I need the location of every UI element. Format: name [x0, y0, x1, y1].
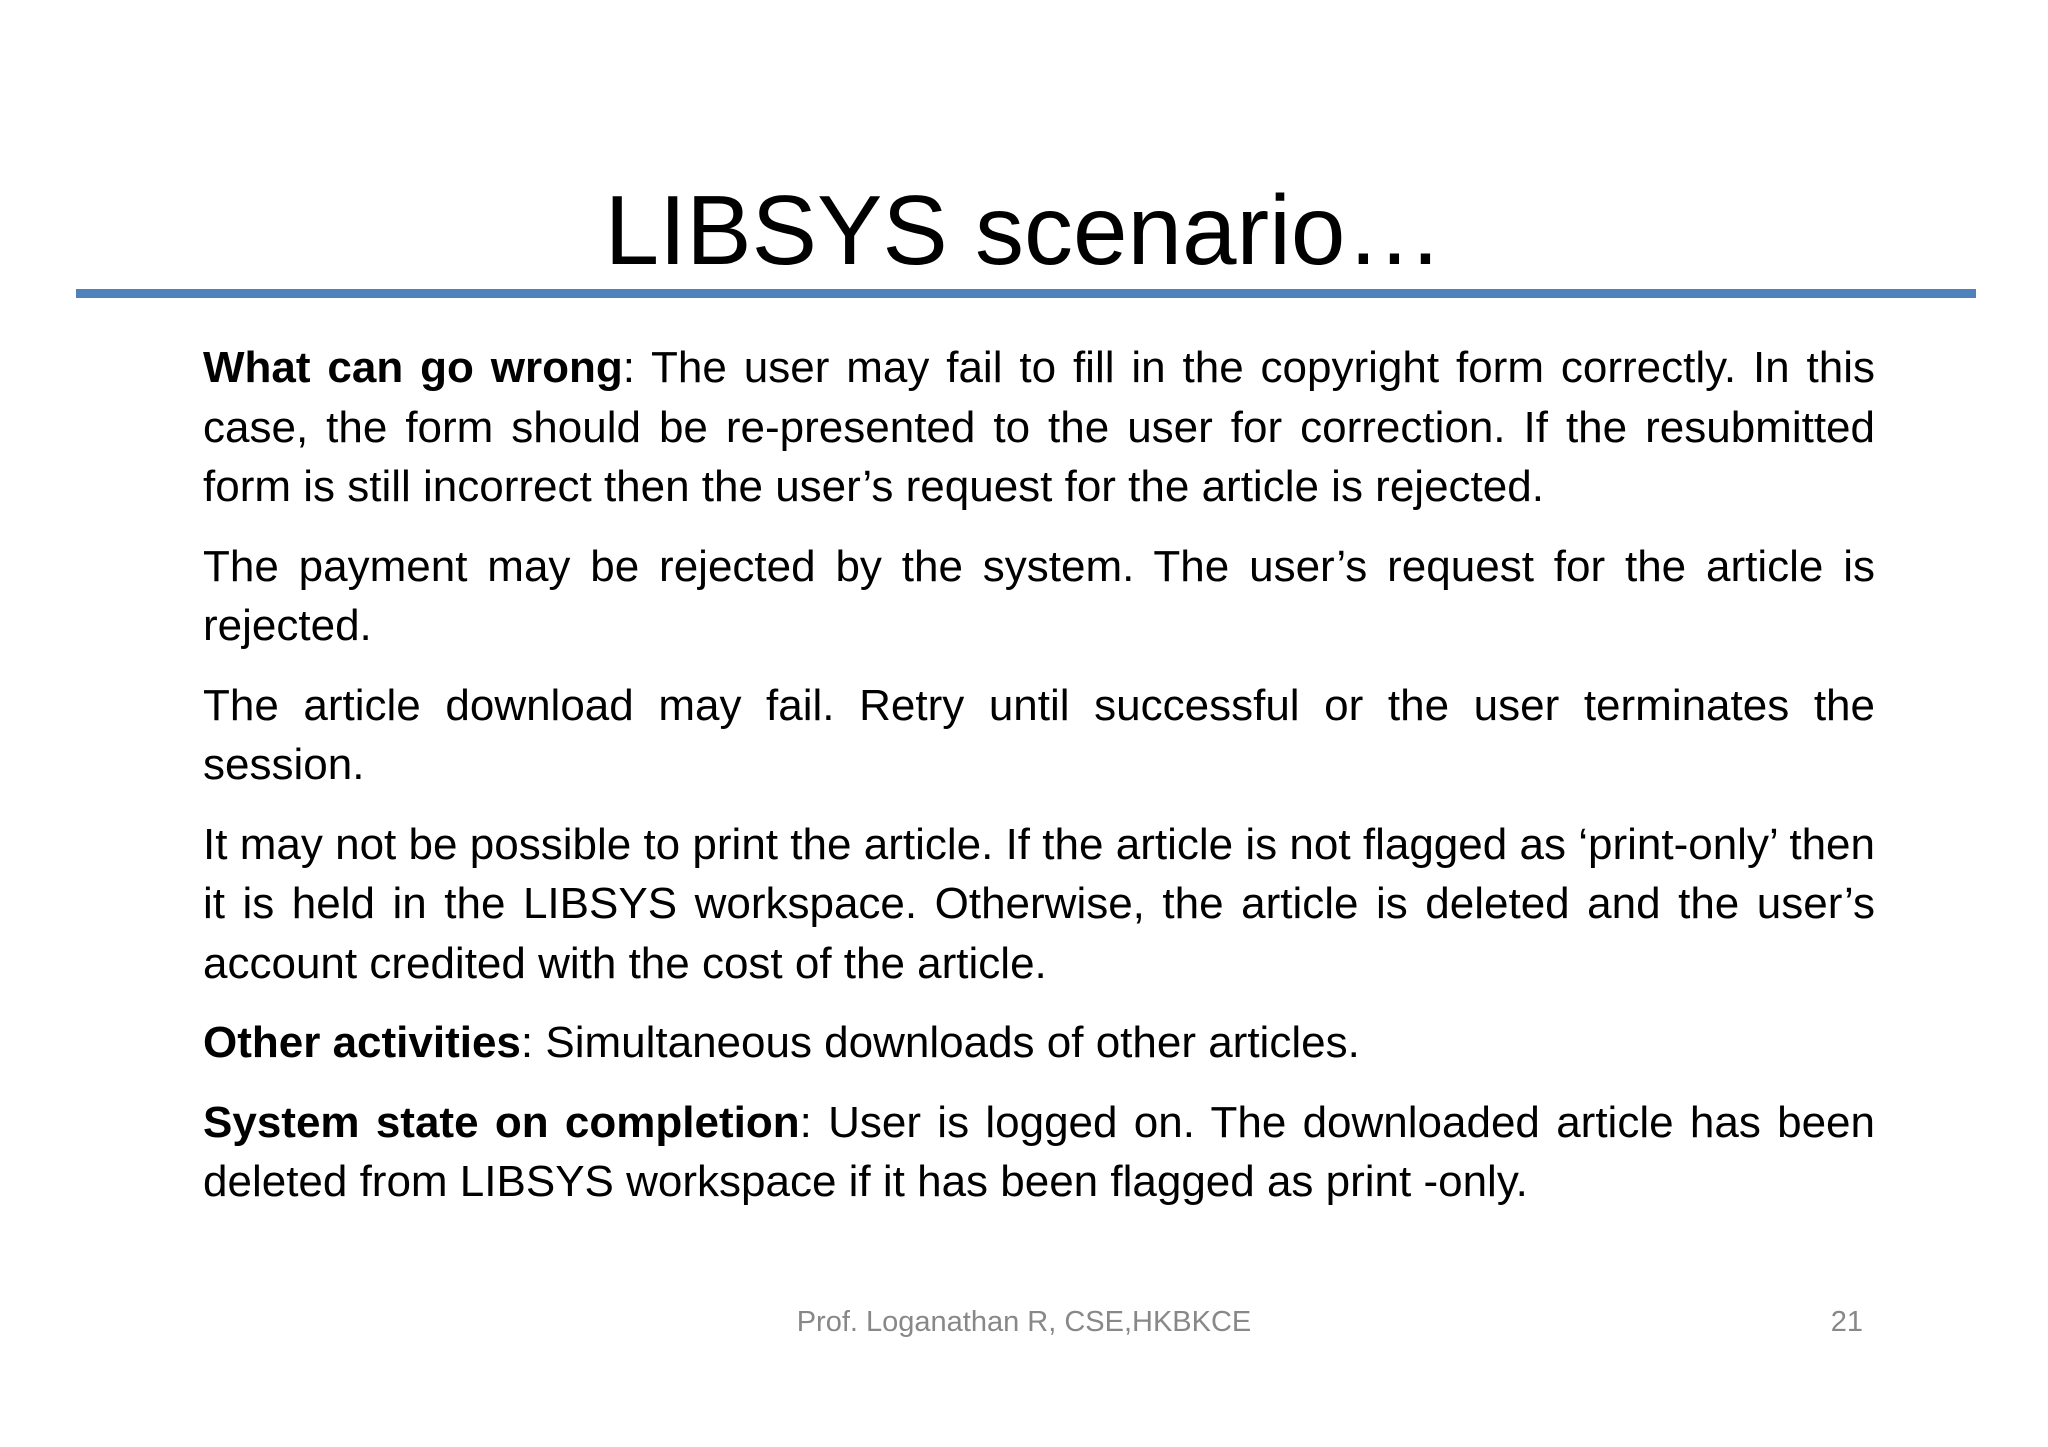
slide-body — [203, 338, 1875, 1232]
paragraph-payment-rejected — [203, 537, 1875, 656]
paragraph-text: : Simultaneous downloads of other articles. — [520, 1018, 1360, 1067]
paragraph-what-can-go-wrong — [203, 338, 1875, 517]
paragraph-other-activities — [203, 1013, 1875, 1073]
title-divider — [76, 289, 1976, 298]
paragraph-print-fail — [203, 815, 1875, 994]
paragraph-text: The article download may fail. Retry until successful or the user terminates the session. — [203, 680, 1875, 789]
paragraph-system-state — [203, 1093, 1875, 1212]
paragraph-label: System state on completion — [203, 1097, 800, 1147]
paragraph-label: What can go wrong — [203, 343, 623, 392]
page-number: 21 — [1830, 1306, 1863, 1338]
paragraph-text: : User is logged on. The downloaded article has been deleted from LIBSYS workspace if it has been flagged as print -only. — [203, 1097, 1875, 1206]
paragraph-text: The payment may be rejected by the system. The user’s request for the article is rejected. — [203, 541, 1875, 650]
paragraph-label: Other activities — [203, 1018, 521, 1067]
slide-title: LIBSYS scenario… — [604, 175, 1444, 285]
paragraph-download-fail — [203, 676, 1875, 795]
paragraph-text: It may not be possible to print the article. If the article is not flagged as ‘print-only’ then it is held in the LIBSYS workspace. Otherwise, the article is deleted and the user’s account credited with the cost of the article. — [203, 819, 1875, 988]
footer-author: Prof. Loganathan R, CSE,HKBKCE — [796, 1306, 1252, 1338]
paragraph-text: : The user may fail to fill in the copyright form correctly. In this case, the form should be re-presented to the user for correction. If the resubmitted form is still incorrect then the user’s request for the article is rejected. — [203, 343, 1875, 511]
